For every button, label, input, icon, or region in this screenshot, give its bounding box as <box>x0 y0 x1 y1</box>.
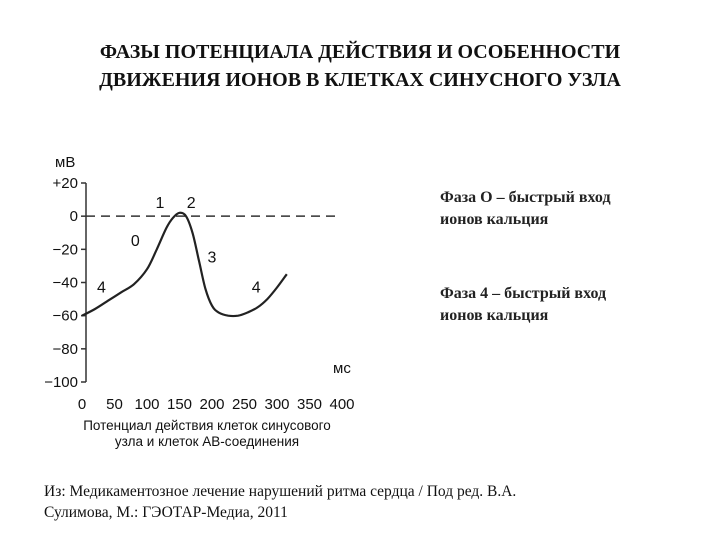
y-axis-label: мВ <box>55 154 76 171</box>
source-line-2: Сулимова, М.: ГЭОТАР-Медиа, 2011 <box>44 504 288 521</box>
phase-4-note-line-1: Фаза 4 – быстрый вход <box>440 285 607 302</box>
caption-line-1: Потенциал действия клеток синусового <box>83 418 331 433</box>
x-tick-label: 400 <box>329 396 355 413</box>
phase-label: 4 <box>251 279 261 297</box>
y-tick-label: −60 <box>52 307 78 325</box>
x-axis-label: мс <box>333 360 351 377</box>
y-tick-label: 0 <box>69 208 78 226</box>
phase-0-note <box>440 187 710 231</box>
source-citation <box>44 481 704 523</box>
x-tick-label: 0 <box>77 396 87 413</box>
y-tick-label: −100 <box>44 374 78 391</box>
action-potential-curve <box>82 213 287 316</box>
source-line-1: Из: Медикаментозное лечение нарушений ритма сердца / Под ред. В.А. <box>44 483 517 500</box>
phase-label: 0 <box>130 233 140 251</box>
x-tick-label: 300 <box>264 396 290 413</box>
x-tick-label: 100 <box>134 396 160 413</box>
phase-label: 2 <box>186 194 196 212</box>
y-tick-label: −80 <box>52 340 78 358</box>
phase-label: 3 <box>207 249 217 267</box>
x-tick-label: 50 <box>106 396 123 413</box>
x-tick-label: 150 <box>166 396 193 413</box>
phase-4-note-line-2: ионов кальция <box>440 307 549 324</box>
caption-line-2: узла и клеток АВ-соединения <box>114 434 300 449</box>
x-tick-label: 200 <box>199 396 225 413</box>
y-tick-label: −20 <box>52 241 78 259</box>
title-line-2: ДВИЖЕНИЯ ИОНОВ В КЛЕТКАХ СИНУСНОГО УЗЛА <box>99 69 621 91</box>
phase-0-note-line-1: Фаза О – быстрый вход <box>440 189 611 206</box>
title-line-1: ФАЗЫ ПОТЕНЦИАЛА ДЕЙСТВИЯ И ОСОБЕННОСТИ <box>99 41 621 63</box>
y-tick-label: −40 <box>52 274 78 292</box>
chart-caption <box>52 418 362 450</box>
phase-0-note-line-2: ионов кальция <box>440 211 549 228</box>
x-tick-label: 350 <box>296 396 323 413</box>
phase-label: 4 <box>97 279 106 297</box>
x-tick-label: 250 <box>231 396 258 413</box>
phase-label: 1 <box>155 194 165 212</box>
y-tick-label: +20 <box>52 175 78 192</box>
phase-4-note <box>440 283 710 327</box>
